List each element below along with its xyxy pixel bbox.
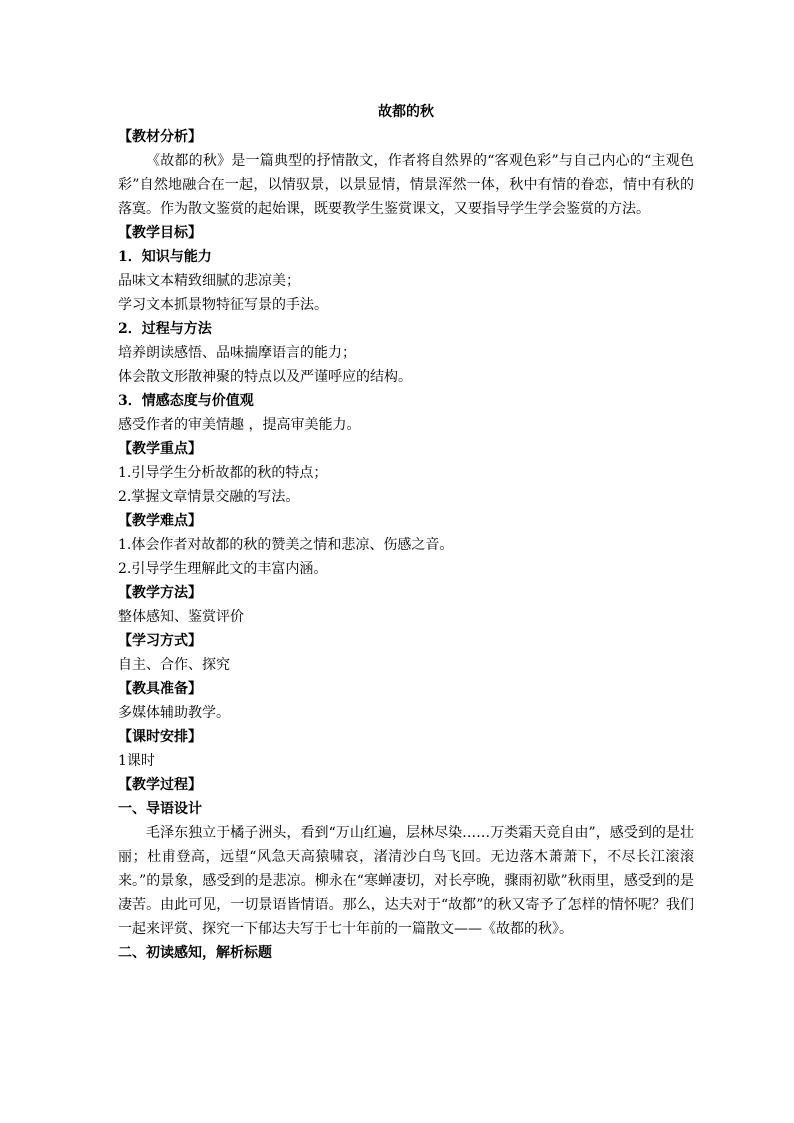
difficulty-item: 1.体会作者对故都的秋的赞美之情和悲凉、伤感之音。 <box>118 537 454 553</box>
section-heading-difficulties: 【教学难点】 <box>118 513 202 529</box>
goal-process-item: 体会散文形散神聚的特点以及严谨呼应的结构。 <box>118 369 412 385</box>
process-part-reading-title: 二、初读感知，解析标题 <box>118 945 272 961</box>
textbook-analysis-paragraph: 《故都的秋》是一篇典型的抒情散文，作者将自然界的“客观色彩”与自己内心的“主观色彩”自然地融合在一起，以情驭景，以景显情，情景浑然一体，秋中有情的眷恋，情中有秋的落寞。作为散文鉴赏的起始课，既要教学生鉴赏课文，又要指导学生学会鉴赏的方法。 <box>118 153 694 217</box>
goal-emotion-item: 感受作者的审美情趣 ，提高审美能力。 <box>118 417 361 433</box>
section-heading-key-points: 【教学重点】 <box>118 441 202 457</box>
goal-process-title: 2．过程与方法 <box>118 321 212 337</box>
process-part-intro-paragraph: 毛泽东独立于橘子洲头，看到“万山红遍，层林尽染……万类霜天竞自由”，感受到的是壮丽；杜甫登高，远望“风急天高猿啸哀，渚清沙白鸟飞回。无边落木萧萧下，不尽长江滚滚来。”的景象，感受到的是悲凉。柳永在“寒蝉凄切，对长亭晚，骤雨初歇”秋雨里，感受到的是凄苦。由此可见，一切景语皆情语。那么，达夫对于“故都”的秋又寄予了怎样的情怀呢？我们一起来评赏、探究一下郁达夫写于七十年前的一篇散文——《故都的秋》。 <box>118 825 694 937</box>
section-heading-teaching-method: 【教学方法】 <box>118 585 202 601</box>
goal-knowledge-item: 品味文本精致细腻的悲凉美； <box>118 273 300 289</box>
key-point-item: 1.引导学生分析故都的秋的特点； <box>118 465 328 481</box>
class-hours-text: 1课时 <box>118 753 155 769</box>
goal-knowledge-title: 1．知识与能力 <box>118 249 212 265</box>
section-heading-class-hours: 【课时安排】 <box>118 729 202 745</box>
section-heading-teaching-goals: 【教学目标】 <box>118 225 202 241</box>
document-content <box>118 100 694 965</box>
process-part-intro-title: 一、导语设计 <box>118 801 202 817</box>
goal-knowledge-item: 学习文本抓景物特征写景的手法。 <box>118 297 328 313</box>
teaching-method-text: 整体感知、鉴赏评价 <box>118 609 244 625</box>
key-point-item: 2.掌握文章情景交融的写法。 <box>118 489 300 505</box>
section-heading-learning-mode: 【学习方式】 <box>118 633 202 649</box>
goal-process-item: 培养朗读感悟、品味揣摩语言的能力； <box>118 345 356 361</box>
section-heading-textbook-analysis: 【教材分析】 <box>118 129 202 145</box>
difficulty-item: 2.引导学生理解此文的丰富内涵。 <box>118 561 328 577</box>
section-heading-teaching-aids: 【教具准备】 <box>118 681 202 697</box>
document-title: 故都的秋 <box>378 104 434 120</box>
teaching-aids-text: 多媒体辅助教学。 <box>118 705 230 721</box>
section-heading-teaching-process: 【教学过程】 <box>118 777 202 793</box>
learning-mode-text: 自主、合作、探究 <box>118 657 230 673</box>
goal-emotion-title: 3．情感态度与价值观 <box>118 393 254 409</box>
